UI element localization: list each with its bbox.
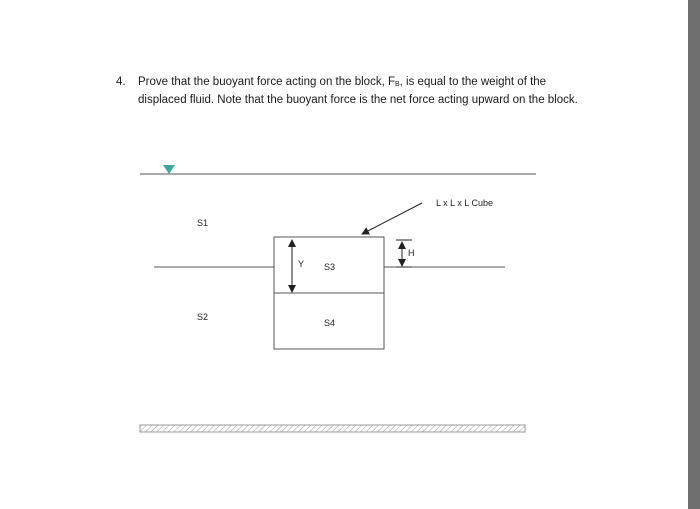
force-subscript: B <box>395 81 400 88</box>
depth-label: Y <box>298 259 305 269</box>
surface-label-s2: S2 <box>197 312 209 322</box>
problem-text: Prove that the buoyant force acting on the block, $F_B$, is equal to the weight of the displaced fluid. Note that the buoyant force is the net force acting upward on the block. <box>138 76 578 106</box>
cube-label-pointer <box>362 203 422 234</box>
surface-label-s3: S3 <box>324 262 336 272</box>
cube-label: L x L x L Cube <box>436 198 494 208</box>
free-surface-marker-icon <box>163 165 175 174</box>
height-label: H <box>408 248 415 258</box>
problem-number: 4. <box>116 76 126 88</box>
surface-label-s1: S1 <box>197 218 209 228</box>
surface-label-s4: S4 <box>324 318 336 328</box>
ground-hatch <box>140 425 525 432</box>
